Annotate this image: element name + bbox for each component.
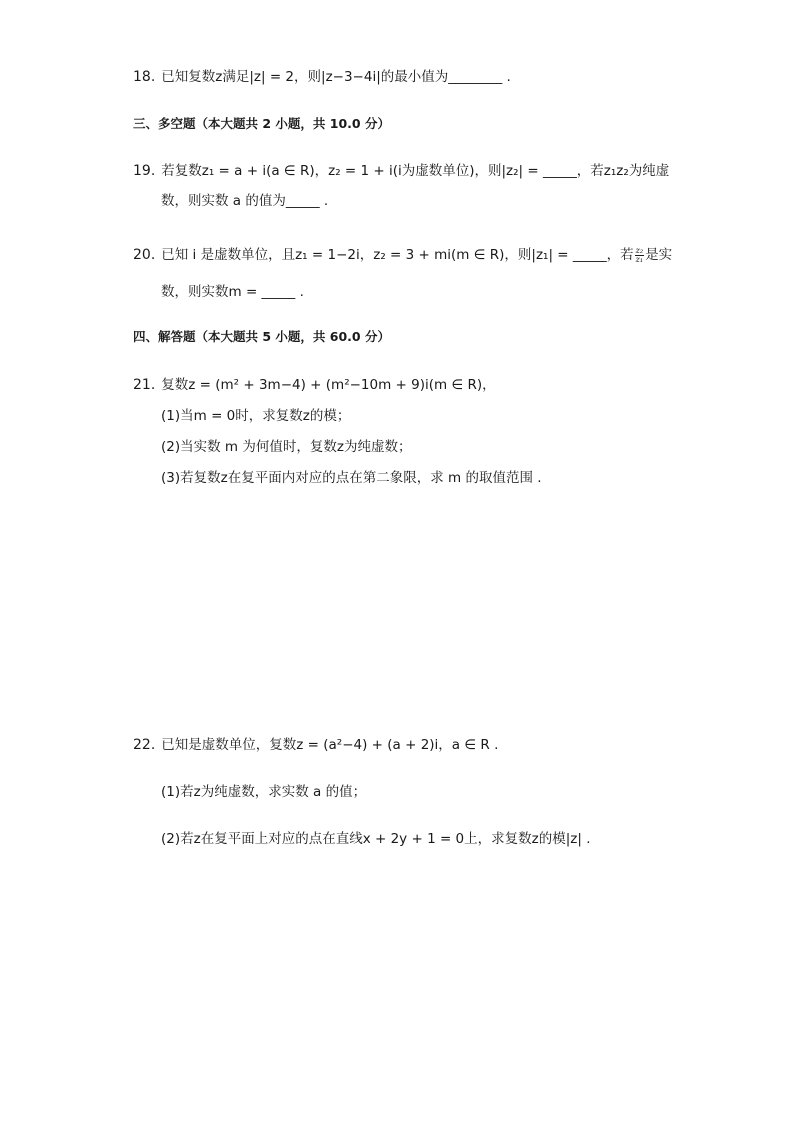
question-21-part-3: (3)若复数z在复平面内对应的点在第二象限，求 m 的取值范围 . [161, 470, 542, 486]
question-20-continued: 数，则实数m = _____ . [161, 284, 304, 300]
question-number: 20. [133, 247, 156, 263]
question-21-part-2: (2)当实数 m 为何值时，复数z为纯虚数； [161, 439, 412, 455]
question-text-line1-end: 是实 [645, 247, 673, 263]
question-20 [133, 246, 672, 264]
fraction [635, 247, 644, 264]
question-text-line1: 已知 i 是虚数单位，且z₁ = 1−2i，z₂ = 3 + mi(m ∈ R)，则|z₁| = _____，若 [161, 247, 634, 263]
question-number: 18. [133, 69, 156, 85]
question-text: 已知复数z满足|z| = 2，则|z−3−4i|的最小值为________ . [161, 69, 511, 85]
question-21 [133, 376, 496, 394]
question-22-part-1: (1)若z为纯虚数，求实数 a 的值； [161, 784, 367, 800]
section-heading-multi-blank: 三、多空题（本大题共 2 小题，共 10.0 分） [133, 116, 390, 131]
question-22 [133, 736, 498, 754]
question-22-part-2: (2)若z在复平面上对应的点在直线x + 2y + 1 = 0上，求复数z的模|z| . [161, 831, 591, 847]
question-number: 22. [133, 737, 156, 753]
question-19-continued: 数，则实数 a 的值为_____ . [161, 193, 329, 209]
question-stem: 已知是虚数单位，复数z = (a²−4) + (a + 2)i，a ∈ R . [161, 737, 499, 753]
question-text-line1: 若复数z₁ = a + i(a ∈ R)，z₂ = 1 + i(i为虚数单位)，则|z₂| = _____，若z₁z₂为纯虚 [161, 163, 670, 179]
question-18 [133, 68, 511, 86]
question-number: 21. [133, 377, 156, 393]
question-stem: 复数z = (m² + 3m−4) + (m²−10m + 9)i(m ∈ R)， [161, 377, 496, 393]
question-19 [133, 162, 669, 180]
section-heading-answer: 四、解答题（本大题共 5 小题，共 60.0 分） [133, 329, 390, 344]
question-number: 19. [133, 163, 156, 179]
fraction-denominator: z₁ [635, 254, 644, 264]
fraction-numerator: z₂ [635, 245, 644, 255]
question-21-part-1: (1)当m = 0时，求复数z的模； [161, 408, 351, 424]
